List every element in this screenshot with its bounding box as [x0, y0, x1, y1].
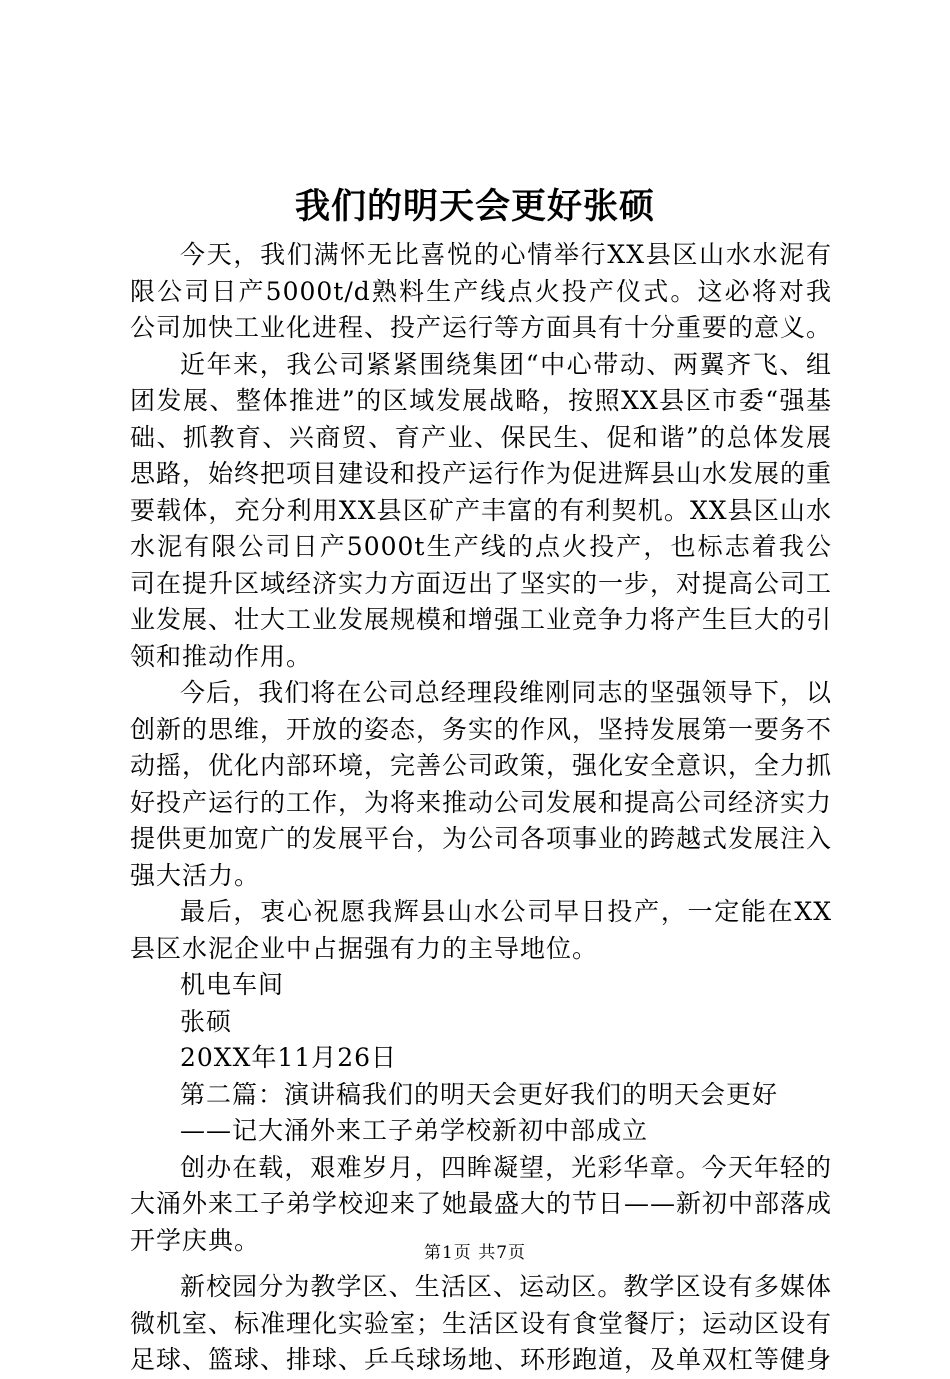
document-body [130, 237, 832, 1379]
page-number-footer: 第1页 共7页 [423, 1243, 527, 1263]
paragraph-development-strategy: 近年来，我公司紧紧围绕集团“中心带动、两翼齐飞、组团发展、整体推进”的区域发展战略，按照XX县区市委“强基础、抓教育、兴商贸、育产业、保民生、促和谐”的总体发展思路，始终把项目建设和投产运行作为促进辉县山水发展的重要载体，充分利用XX县区矿产丰富的有利契机。XX县区山水水泥有限公司日产5000t生产线的点火投产，也标志着我公司在提升区域经济实力方面迈出了坚实的一步，对提高公司工业发展、壮大工业发展规模和增强工业竞争力将产生巨大的引领和推动作用。 [130, 349, 833, 671]
signature-department: 机电车间 [180, 970, 285, 999]
signature-date: 20XX年11月26日 [180, 1043, 398, 1072]
paragraph-closing-wish: 最后，衷心祝愿我辉县山水公司早日投产，一定能在XX县区水泥企业中占据强有力的主导地位。 [130, 897, 832, 963]
signature-name: 张硕 [180, 1006, 233, 1036]
second-piece-paragraph-ceremony: 创办在载，艰难岁月，四眸凝望，光彩华章。今天年轻的大涌外来工子弟学校迎来了她最盛大的节日——新初中部落成开学庆典。 [130, 1152, 833, 1255]
paragraph-opening: 今天，我们满怀无比喜悦的心情举行XX县区山水水泥有限公司日产5000t/d熟料生产线点火投产仪式。这必将对我公司加快工业化进程、投产运行等方面具有十分重要的意义。 [130, 240, 833, 342]
second-piece-paragraph-campus: 新校园分为教学区、生活区、运动区。教学区设有多媒体微机室、标准理化实验室；生活区设有食堂餐厅；运动区设有足球、篮球、排球、乒乓球场地、环形跑道，及单双杠等健身 [130, 1272, 833, 1374]
paragraph-future-plans: 今后，我们将在公司总经理段维刚同志的坚强领导下，以创新的思维，开放的姿态，务实的作风，坚持发展第一要务不动摇，优化内部环境，完善公司政策，强化安全意识，全力抓好投产运行的工作，为将来推动公司发展和提高公司经济实力提供更加宽广的发展平台，为公司各项事业的跨越式发展注入强大活力。 [130, 678, 833, 890]
document-title: 我们的明天会更好张硕 [294, 187, 655, 227]
second-piece-subtitle: ——记大涌外来工子弟学校新初中部成立 [180, 1116, 649, 1145]
second-piece-heading: 第二篇：演讲稿我们的明天会更好我们的明天会更好 [180, 1079, 779, 1109]
